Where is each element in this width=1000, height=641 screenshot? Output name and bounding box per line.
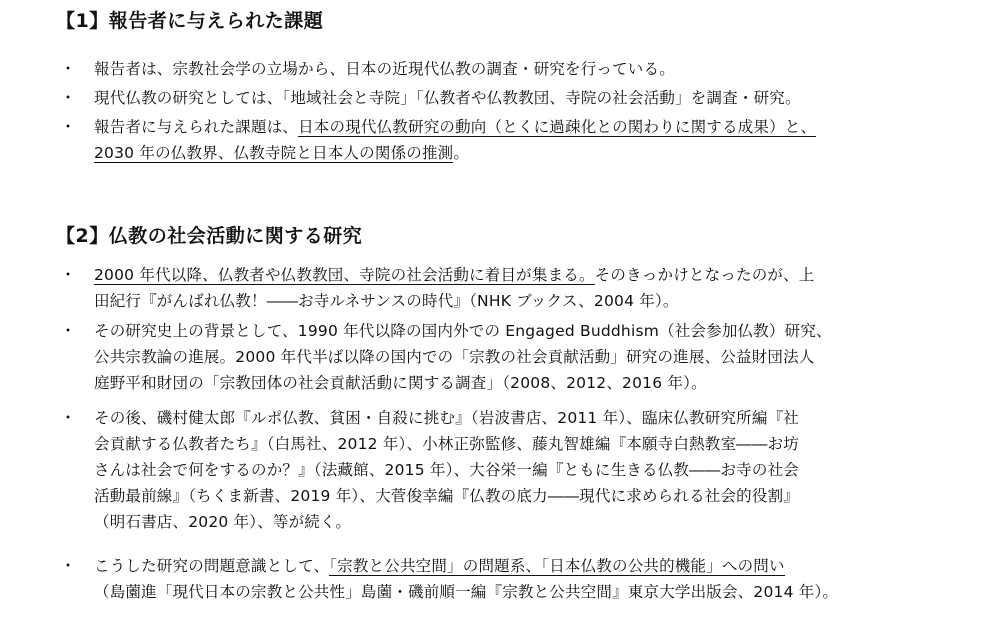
item-line: 庭野平和財団の「宗教団体の社会貢献活動に関する調査」（2008、2012、2016 年）。	[94, 374, 707, 392]
bullet: ・	[60, 556, 77, 575]
list-item	[60, 114, 980, 166]
underlined-text: 日本の現代仏教研究の動向（とくに過疎化との関わりに関する成果）と、	[298, 118, 817, 136]
item-text: 報告者は、宗教社会学の立場から、日本の近現代仏教の調査・研究を行っている。	[94, 60, 675, 78]
item-line: その後、磯村健太郎『ルポ仏教、貧困・自殺に挑む』（岩波書店、2011 年）、臨床仏教研究所編『社	[94, 409, 799, 427]
item-line: （明石書店、2020 年）、等が続く。	[94, 513, 352, 531]
item-text: 現代仏教の研究としては、「地域社会と寺院」「仏教者や仏教教団、寺院の社会活動」を調査・研究。	[94, 89, 801, 107]
item-line: 活動最前線』（ちくま新書、2019 年）、大菅俊幸編『仏教の底力――現代に求められる社会的役割』	[94, 487, 799, 505]
item-line: 会貢献する仏教者たち』（白馬社、2012 年）、小林正弥監修、藤丸智雄編『本願寺白熱教室――お坊	[94, 435, 799, 453]
item-text: こうした研究の問題意識として、	[94, 557, 330, 575]
list-item	[60, 56, 980, 82]
section-2-heading: 【2】仏教の社会活動に関する研究	[56, 225, 363, 247]
item-line: その研究史上の背景として、1990 年代以降の国内外での Engaged Buddhism（社会参加仏教）研究、	[94, 322, 832, 340]
underlined-text: 2030 年の仏教界、仏教寺院と日本人の関係の推測	[94, 144, 454, 162]
item-line	[60, 262, 980, 288]
list-item	[60, 262, 980, 314]
list-item	[60, 553, 980, 605]
bullet: ・	[60, 117, 77, 136]
list-item	[60, 318, 980, 396]
item-line: さんは社会で何をするのか？』（法藏館、2015 年）、大谷栄一編『ともに生きる仏教――お寺の社会	[94, 461, 799, 479]
item-line	[60, 114, 980, 140]
item-text: 。	[453, 144, 470, 162]
bullet: ・	[60, 59, 77, 78]
item-line	[60, 140, 980, 166]
item-line	[60, 553, 980, 579]
section-1-heading: 【1】報告者に与えられた課題	[56, 10, 324, 32]
item-line: 公共宗教論の進展。2000 年代半ば以降の国内での「宗教の社会貢献活動」研究の進展、公益財団法人	[94, 348, 815, 366]
item-text: そのきっかけとなったのが、上	[594, 266, 815, 284]
underlined-text: 「宗教と公共空間」の問題系、「日本仏教の公共的機能」への問い	[329, 557, 785, 575]
list-item	[60, 85, 980, 111]
bullet: ・	[60, 265, 77, 284]
bullet: ・	[60, 88, 77, 107]
bullet: ・	[60, 408, 77, 427]
item-line: （島薗進「現代日本の宗教と公共性」島薗・磯前順一編『宗教と公共空間』東京大学出版会、2014 年）。	[94, 583, 839, 601]
underlined-text: 2000 年代以降、仏教者や仏教教団、寺院の社会活動に着目が集まる。	[94, 266, 595, 284]
item-line: 田紀行『がんばれ仏教！――お寺ルネサンスの時代』（NHK ブックス、2004 年）。	[94, 292, 679, 310]
bullet: ・	[60, 321, 77, 340]
item-text: 報告者に与えられた課題は、	[94, 118, 299, 136]
list-item	[60, 405, 980, 535]
